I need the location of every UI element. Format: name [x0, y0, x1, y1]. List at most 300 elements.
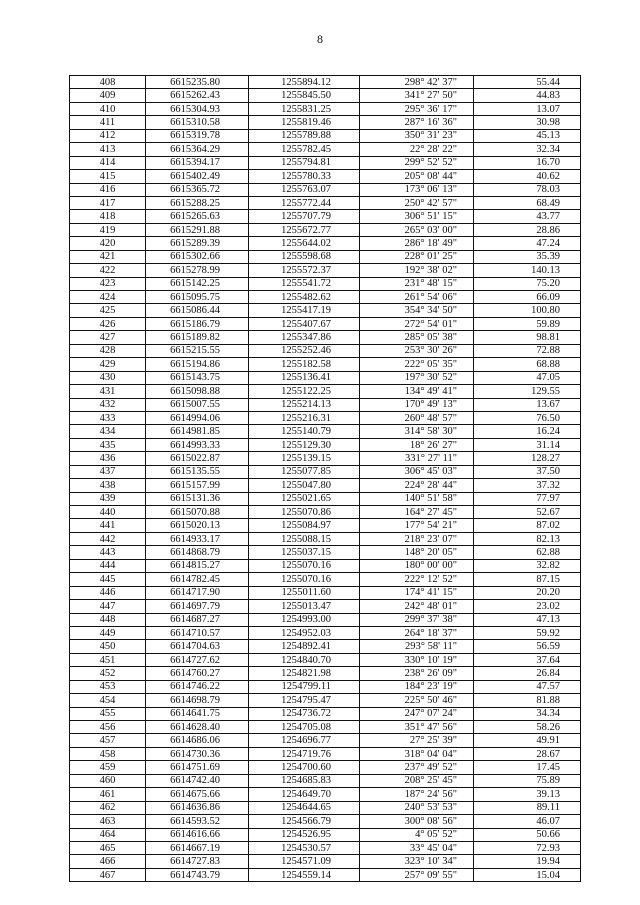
table-row	[70, 277, 581, 290]
x-coordinate-cell: 6615304.93	[146, 102, 249, 115]
point-number-cell: 453	[70, 680, 146, 693]
y-coordinate-cell: 1254892.41	[249, 640, 360, 653]
direction-angle-cell: 222° 05' 35"	[360, 358, 474, 371]
point-number-cell: 412	[70, 129, 146, 142]
point-number-cell: 419	[70, 223, 146, 236]
y-coordinate-cell: 1255129.30	[249, 438, 360, 451]
point-number-cell: 425	[70, 304, 146, 317]
direction-angle-cell: 257° 09' 55"	[360, 868, 474, 881]
direction-angle-cell: 323° 10' 34"	[360, 855, 474, 868]
table-row	[70, 600, 581, 613]
y-coordinate-cell: 1255122.25	[249, 385, 360, 398]
x-coordinate-cell: 6614743.79	[146, 868, 249, 881]
direction-angle-cell: 237° 49' 52"	[360, 761, 474, 774]
y-coordinate-cell: 1255070.16	[249, 573, 360, 586]
y-coordinate-cell: 1254530.57	[249, 841, 360, 854]
x-coordinate-cell: 6615394.17	[146, 156, 249, 169]
point-number-cell: 417	[70, 196, 146, 209]
direction-angle-cell: 265° 03' 00"	[360, 223, 474, 236]
table-row	[70, 707, 581, 720]
distance-cell: 58.26	[474, 721, 581, 734]
distance-cell: 15.04	[474, 868, 581, 881]
table-row	[70, 196, 581, 209]
table-row	[70, 680, 581, 693]
y-coordinate-cell: 1255831.25	[249, 102, 360, 115]
direction-angle-cell: 238° 26' 09"	[360, 667, 474, 680]
y-coordinate-cell: 1254566.79	[249, 815, 360, 828]
y-coordinate-cell: 1254696.77	[249, 734, 360, 747]
point-number-cell: 451	[70, 653, 146, 666]
distance-cell: 52.67	[474, 506, 581, 519]
y-coordinate-cell: 1255482.62	[249, 291, 360, 304]
point-number-cell: 410	[70, 102, 146, 115]
point-number-cell: 438	[70, 479, 146, 492]
x-coordinate-cell: 6615086.44	[146, 304, 249, 317]
direction-angle-cell: 170° 49' 13"	[360, 398, 474, 411]
point-number-cell: 409	[70, 89, 146, 102]
table-row	[70, 815, 581, 828]
distance-cell: 76.50	[474, 411, 581, 424]
y-coordinate-cell: 1255216.31	[249, 411, 360, 424]
distance-cell: 47.57	[474, 680, 581, 693]
table-row	[70, 653, 581, 666]
point-number-cell: 446	[70, 586, 146, 599]
distance-cell: 72.88	[474, 344, 581, 357]
x-coordinate-cell: 6615364.29	[146, 143, 249, 156]
table-row	[70, 183, 581, 196]
direction-angle-cell: 208° 25' 45"	[360, 774, 474, 787]
direction-angle-cell: 306° 45' 03"	[360, 465, 474, 478]
y-coordinate-cell: 1255021.65	[249, 492, 360, 505]
direction-angle-cell: 242° 48' 01"	[360, 600, 474, 613]
x-coordinate-cell: 6615278.99	[146, 264, 249, 277]
x-coordinate-cell: 6615365.72	[146, 183, 249, 196]
y-coordinate-cell: 1255011.60	[249, 586, 360, 599]
x-coordinate-cell: 6614636.86	[146, 801, 249, 814]
y-coordinate-cell: 1255047.80	[249, 479, 360, 492]
x-coordinate-cell: 6614727.62	[146, 653, 249, 666]
table-row	[70, 452, 581, 465]
x-coordinate-cell: 6614993.33	[146, 438, 249, 451]
direction-angle-cell: 27° 25' 39"	[360, 734, 474, 747]
point-number-cell: 458	[70, 747, 146, 760]
table-row	[70, 506, 581, 519]
x-coordinate-cell: 6615186.79	[146, 317, 249, 330]
direction-angle-cell: 4° 05' 52"	[360, 828, 474, 841]
x-coordinate-cell: 6615095.75	[146, 291, 249, 304]
point-number-cell: 432	[70, 398, 146, 411]
x-coordinate-cell: 6615131.36	[146, 492, 249, 505]
table-row	[70, 438, 581, 451]
table-row	[70, 156, 581, 169]
distance-cell: 62.88	[474, 546, 581, 559]
x-coordinate-cell: 6614675.66	[146, 788, 249, 801]
x-coordinate-cell: 6614742.40	[146, 774, 249, 787]
direction-angle-cell: 341° 27' 50"	[360, 89, 474, 102]
distance-cell: 35.39	[474, 250, 581, 263]
distance-cell: 28.86	[474, 223, 581, 236]
distance-cell: 46.07	[474, 815, 581, 828]
distance-cell: 13.67	[474, 398, 581, 411]
table-row	[70, 465, 581, 478]
coordinates-table	[69, 75, 581, 882]
direction-angle-cell: 286° 18' 49"	[360, 237, 474, 250]
point-number-cell: 413	[70, 143, 146, 156]
y-coordinate-cell: 1255780.33	[249, 170, 360, 183]
point-number-cell: 461	[70, 788, 146, 801]
table-row	[70, 129, 581, 142]
direction-angle-cell: 218° 23' 07"	[360, 532, 474, 545]
table-row	[70, 116, 581, 129]
direction-angle-cell: 18° 26' 27"	[360, 438, 474, 451]
x-coordinate-cell: 6614751.69	[146, 761, 249, 774]
x-coordinate-cell: 6614686.06	[146, 734, 249, 747]
y-coordinate-cell: 1255347.86	[249, 331, 360, 344]
table-row	[70, 223, 581, 236]
distance-cell: 100.80	[474, 304, 581, 317]
distance-cell: 16.24	[474, 425, 581, 438]
x-coordinate-cell: 6614704.63	[146, 640, 249, 653]
distance-cell: 32.82	[474, 559, 581, 572]
point-number-cell: 437	[70, 465, 146, 478]
direction-angle-cell: 250° 42' 57"	[360, 196, 474, 209]
distance-cell: 20.20	[474, 586, 581, 599]
x-coordinate-cell: 6614616.66	[146, 828, 249, 841]
table-row	[70, 721, 581, 734]
distance-cell: 77.97	[474, 492, 581, 505]
table-row	[70, 734, 581, 747]
direction-angle-cell: 331° 27' 11"	[360, 452, 474, 465]
x-coordinate-cell: 6615215.55	[146, 344, 249, 357]
direction-angle-cell: 264° 18' 37"	[360, 626, 474, 639]
direction-angle-cell: 174° 41' 15"	[360, 586, 474, 599]
point-number-cell: 460	[70, 774, 146, 787]
point-number-cell: 428	[70, 344, 146, 357]
y-coordinate-cell: 1254795.47	[249, 694, 360, 707]
x-coordinate-cell: 6614746.22	[146, 680, 249, 693]
distance-cell: 75.20	[474, 277, 581, 290]
y-coordinate-cell: 1254840.70	[249, 653, 360, 666]
distance-cell: 47.13	[474, 613, 581, 626]
y-coordinate-cell: 1255672.77	[249, 223, 360, 236]
direction-angle-cell: 306° 51' 15"	[360, 210, 474, 223]
distance-cell: 49.91	[474, 734, 581, 747]
x-coordinate-cell: 6615007.55	[146, 398, 249, 411]
y-coordinate-cell: 1255772.44	[249, 196, 360, 209]
x-coordinate-cell: 6615310.58	[146, 116, 249, 129]
x-coordinate-cell: 6614868.79	[146, 546, 249, 559]
x-coordinate-cell: 6614730.36	[146, 747, 249, 760]
table-row	[70, 573, 581, 586]
y-coordinate-cell: 1255070.16	[249, 559, 360, 572]
x-coordinate-cell: 6614710.57	[146, 626, 249, 639]
y-coordinate-cell: 1255037.15	[249, 546, 360, 559]
y-coordinate-cell: 1254649.70	[249, 788, 360, 801]
distance-cell: 45.13	[474, 129, 581, 142]
table-row	[70, 143, 581, 156]
point-number-cell: 449	[70, 626, 146, 639]
point-number-cell: 408	[70, 76, 146, 89]
direction-angle-cell: 285° 05' 38"	[360, 331, 474, 344]
y-coordinate-cell: 1255088.15	[249, 532, 360, 545]
table-row	[70, 317, 581, 330]
direction-angle-cell: 177° 54' 21"	[360, 519, 474, 532]
distance-cell: 28.67	[474, 747, 581, 760]
point-number-cell: 422	[70, 264, 146, 277]
distance-cell: 50.66	[474, 828, 581, 841]
direction-angle-cell: 260° 48' 57"	[360, 411, 474, 424]
table-row	[70, 170, 581, 183]
point-number-cell: 448	[70, 613, 146, 626]
distance-cell: 87.02	[474, 519, 581, 532]
direction-angle-cell: 354° 34' 50"	[360, 304, 474, 317]
distance-cell: 37.64	[474, 653, 581, 666]
y-coordinate-cell: 1255894.12	[249, 76, 360, 89]
x-coordinate-cell: 6615302.66	[146, 250, 249, 263]
table-row	[70, 358, 581, 371]
y-coordinate-cell: 1255782.45	[249, 143, 360, 156]
point-number-cell: 436	[70, 452, 146, 465]
point-number-cell: 444	[70, 559, 146, 572]
table-row	[70, 76, 581, 89]
table-row	[70, 855, 581, 868]
distance-cell: 19.94	[474, 855, 581, 868]
table-row	[70, 331, 581, 344]
distance-cell: 16.70	[474, 156, 581, 169]
direction-angle-cell: 184° 23' 19"	[360, 680, 474, 693]
x-coordinate-cell: 6615291.88	[146, 223, 249, 236]
y-coordinate-cell: 1255845.50	[249, 89, 360, 102]
table-row	[70, 371, 581, 384]
direction-angle-cell: 299° 37' 38"	[360, 613, 474, 626]
distance-cell: 37.50	[474, 465, 581, 478]
table-row	[70, 89, 581, 102]
distance-cell: 89.11	[474, 801, 581, 814]
distance-cell: 55.44	[474, 76, 581, 89]
point-number-cell: 450	[70, 640, 146, 653]
distance-cell: 47.24	[474, 237, 581, 250]
x-coordinate-cell: 6614981.85	[146, 425, 249, 438]
table-row	[70, 304, 581, 317]
x-coordinate-cell: 6615070.88	[146, 506, 249, 519]
table-row	[70, 828, 581, 841]
table-row	[70, 519, 581, 532]
point-number-cell: 467	[70, 868, 146, 881]
y-coordinate-cell: 1254705.08	[249, 721, 360, 734]
x-coordinate-cell: 6614641.75	[146, 707, 249, 720]
point-number-cell: 454	[70, 694, 146, 707]
coordinates-table-body	[70, 76, 581, 882]
distance-cell: 87.15	[474, 573, 581, 586]
x-coordinate-cell: 6615235.80	[146, 76, 249, 89]
point-number-cell: 414	[70, 156, 146, 169]
point-number-cell: 430	[70, 371, 146, 384]
direction-angle-cell: 164° 27' 45"	[360, 506, 474, 519]
point-number-cell: 423	[70, 277, 146, 290]
x-coordinate-cell: 6614593.52	[146, 815, 249, 828]
direction-angle-cell: 318° 04' 04"	[360, 747, 474, 760]
distance-cell: 34.34	[474, 707, 581, 720]
direction-angle-cell: 224° 28' 44"	[360, 479, 474, 492]
direction-angle-cell: 298° 42' 37"	[360, 76, 474, 89]
distance-cell: 68.49	[474, 196, 581, 209]
x-coordinate-cell: 6614782.45	[146, 573, 249, 586]
x-coordinate-cell: 6615135.55	[146, 465, 249, 478]
point-number-cell: 431	[70, 385, 146, 398]
x-coordinate-cell: 6614698.79	[146, 694, 249, 707]
table-row	[70, 841, 581, 854]
y-coordinate-cell: 1255789.88	[249, 129, 360, 142]
point-number-cell: 463	[70, 815, 146, 828]
point-number-cell: 441	[70, 519, 146, 532]
y-coordinate-cell: 1255794.81	[249, 156, 360, 169]
distance-cell: 17.45	[474, 761, 581, 774]
y-coordinate-cell: 1255070.86	[249, 506, 360, 519]
point-number-cell: 465	[70, 841, 146, 854]
distance-cell: 72.93	[474, 841, 581, 854]
table-row	[70, 264, 581, 277]
point-number-cell: 420	[70, 237, 146, 250]
table-row	[70, 774, 581, 787]
direction-angle-cell: 247° 07' 24"	[360, 707, 474, 720]
x-coordinate-cell: 6615289.39	[146, 237, 249, 250]
direction-angle-cell: 222° 12' 52"	[360, 573, 474, 586]
y-coordinate-cell: 1254685.83	[249, 774, 360, 787]
distance-cell: 44.83	[474, 89, 581, 102]
y-coordinate-cell: 1255707.79	[249, 210, 360, 223]
y-coordinate-cell: 1255763.07	[249, 183, 360, 196]
point-number-cell: 462	[70, 801, 146, 814]
y-coordinate-cell: 1254644.65	[249, 801, 360, 814]
y-coordinate-cell: 1255140.79	[249, 425, 360, 438]
direction-angle-cell: 197° 30' 52"	[360, 371, 474, 384]
x-coordinate-cell: 6615402.49	[146, 170, 249, 183]
direction-angle-cell: 134° 49' 41"	[360, 385, 474, 398]
point-number-cell: 426	[70, 317, 146, 330]
y-coordinate-cell: 1255819.46	[249, 116, 360, 129]
direction-angle-cell: 180° 00' 00"	[360, 559, 474, 572]
distance-cell: 140.13	[474, 264, 581, 277]
direction-angle-cell: 261° 54' 06"	[360, 291, 474, 304]
y-coordinate-cell: 1254700.60	[249, 761, 360, 774]
y-coordinate-cell: 1254571.09	[249, 855, 360, 868]
distance-cell: 31.14	[474, 438, 581, 451]
point-number-cell: 466	[70, 855, 146, 868]
x-coordinate-cell: 6615022.87	[146, 452, 249, 465]
direction-angle-cell: 192° 38' 02"	[360, 264, 474, 277]
y-coordinate-cell: 1255417.19	[249, 304, 360, 317]
point-number-cell: 411	[70, 116, 146, 129]
point-number-cell: 457	[70, 734, 146, 747]
direction-angle-cell: 148° 20' 05"	[360, 546, 474, 559]
direction-angle-cell: 300° 08' 56"	[360, 815, 474, 828]
distance-cell: 23.02	[474, 600, 581, 613]
point-number-cell: 455	[70, 707, 146, 720]
x-coordinate-cell: 6614727.83	[146, 855, 249, 868]
distance-cell: 59.92	[474, 626, 581, 639]
y-coordinate-cell: 1254559.14	[249, 868, 360, 881]
y-coordinate-cell: 1255182.58	[249, 358, 360, 371]
y-coordinate-cell: 1255541.72	[249, 277, 360, 290]
distance-cell: 30.98	[474, 116, 581, 129]
point-number-cell: 440	[70, 506, 146, 519]
table-row	[70, 586, 581, 599]
direction-angle-cell: 314° 58' 30"	[360, 425, 474, 438]
point-number-cell: 418	[70, 210, 146, 223]
y-coordinate-cell: 1255644.02	[249, 237, 360, 250]
x-coordinate-cell: 6615265.63	[146, 210, 249, 223]
table-row	[70, 102, 581, 115]
point-number-cell: 456	[70, 721, 146, 734]
direction-angle-cell: 272° 54' 01"	[360, 317, 474, 330]
y-coordinate-cell: 1254719.76	[249, 747, 360, 760]
y-coordinate-cell: 1254993.00	[249, 613, 360, 626]
point-number-cell: 421	[70, 250, 146, 263]
direction-angle-cell: 22° 28' 22"	[360, 143, 474, 156]
table-row	[70, 801, 581, 814]
table-row	[70, 479, 581, 492]
table-row	[70, 640, 581, 653]
table-row	[70, 237, 581, 250]
point-number-cell: 459	[70, 761, 146, 774]
direction-angle-cell: 225° 50' 46"	[360, 694, 474, 707]
point-number-cell: 445	[70, 573, 146, 586]
x-coordinate-cell: 6615143.75	[146, 371, 249, 384]
x-coordinate-cell: 6615142.25	[146, 277, 249, 290]
table-row	[70, 411, 581, 424]
y-coordinate-cell: 1255572.37	[249, 264, 360, 277]
table-row	[70, 626, 581, 639]
y-coordinate-cell: 1255252.46	[249, 344, 360, 357]
direction-angle-cell: 240° 53' 53"	[360, 801, 474, 814]
y-coordinate-cell: 1255407.67	[249, 317, 360, 330]
point-number-cell: 442	[70, 532, 146, 545]
table-row	[70, 546, 581, 559]
x-coordinate-cell: 6614815.27	[146, 559, 249, 572]
x-coordinate-cell: 6615319.78	[146, 129, 249, 142]
direction-angle-cell: 330° 10' 19"	[360, 653, 474, 666]
direction-angle-cell: 228° 01' 25"	[360, 250, 474, 263]
y-coordinate-cell: 1255214.13	[249, 398, 360, 411]
direction-angle-cell: 231° 48' 15"	[360, 277, 474, 290]
table-row	[70, 344, 581, 357]
direction-angle-cell: 287° 16' 36"	[360, 116, 474, 129]
y-coordinate-cell: 1255139.15	[249, 452, 360, 465]
distance-cell: 32.34	[474, 143, 581, 156]
direction-angle-cell: 187° 24' 56"	[360, 788, 474, 801]
point-number-cell: 424	[70, 291, 146, 304]
table-row	[70, 425, 581, 438]
distance-cell: 43.77	[474, 210, 581, 223]
point-number-cell: 464	[70, 828, 146, 841]
direction-angle-cell: 351° 47' 56"	[360, 721, 474, 734]
table-row	[70, 291, 581, 304]
direction-angle-cell: 295° 36' 17"	[360, 102, 474, 115]
x-coordinate-cell: 6614717.90	[146, 586, 249, 599]
distance-cell: 37.32	[474, 479, 581, 492]
point-number-cell: 447	[70, 600, 146, 613]
table-row	[70, 492, 581, 505]
point-number-cell: 416	[70, 183, 146, 196]
y-coordinate-cell: 1254952.03	[249, 626, 360, 639]
distance-cell: 47.05	[474, 371, 581, 384]
point-number-cell: 429	[70, 358, 146, 371]
y-coordinate-cell: 1254821.98	[249, 667, 360, 680]
distance-cell: 56.59	[474, 640, 581, 653]
distance-cell: 66.09	[474, 291, 581, 304]
direction-angle-cell: 173° 06' 13"	[360, 183, 474, 196]
distance-cell: 39.13	[474, 788, 581, 801]
